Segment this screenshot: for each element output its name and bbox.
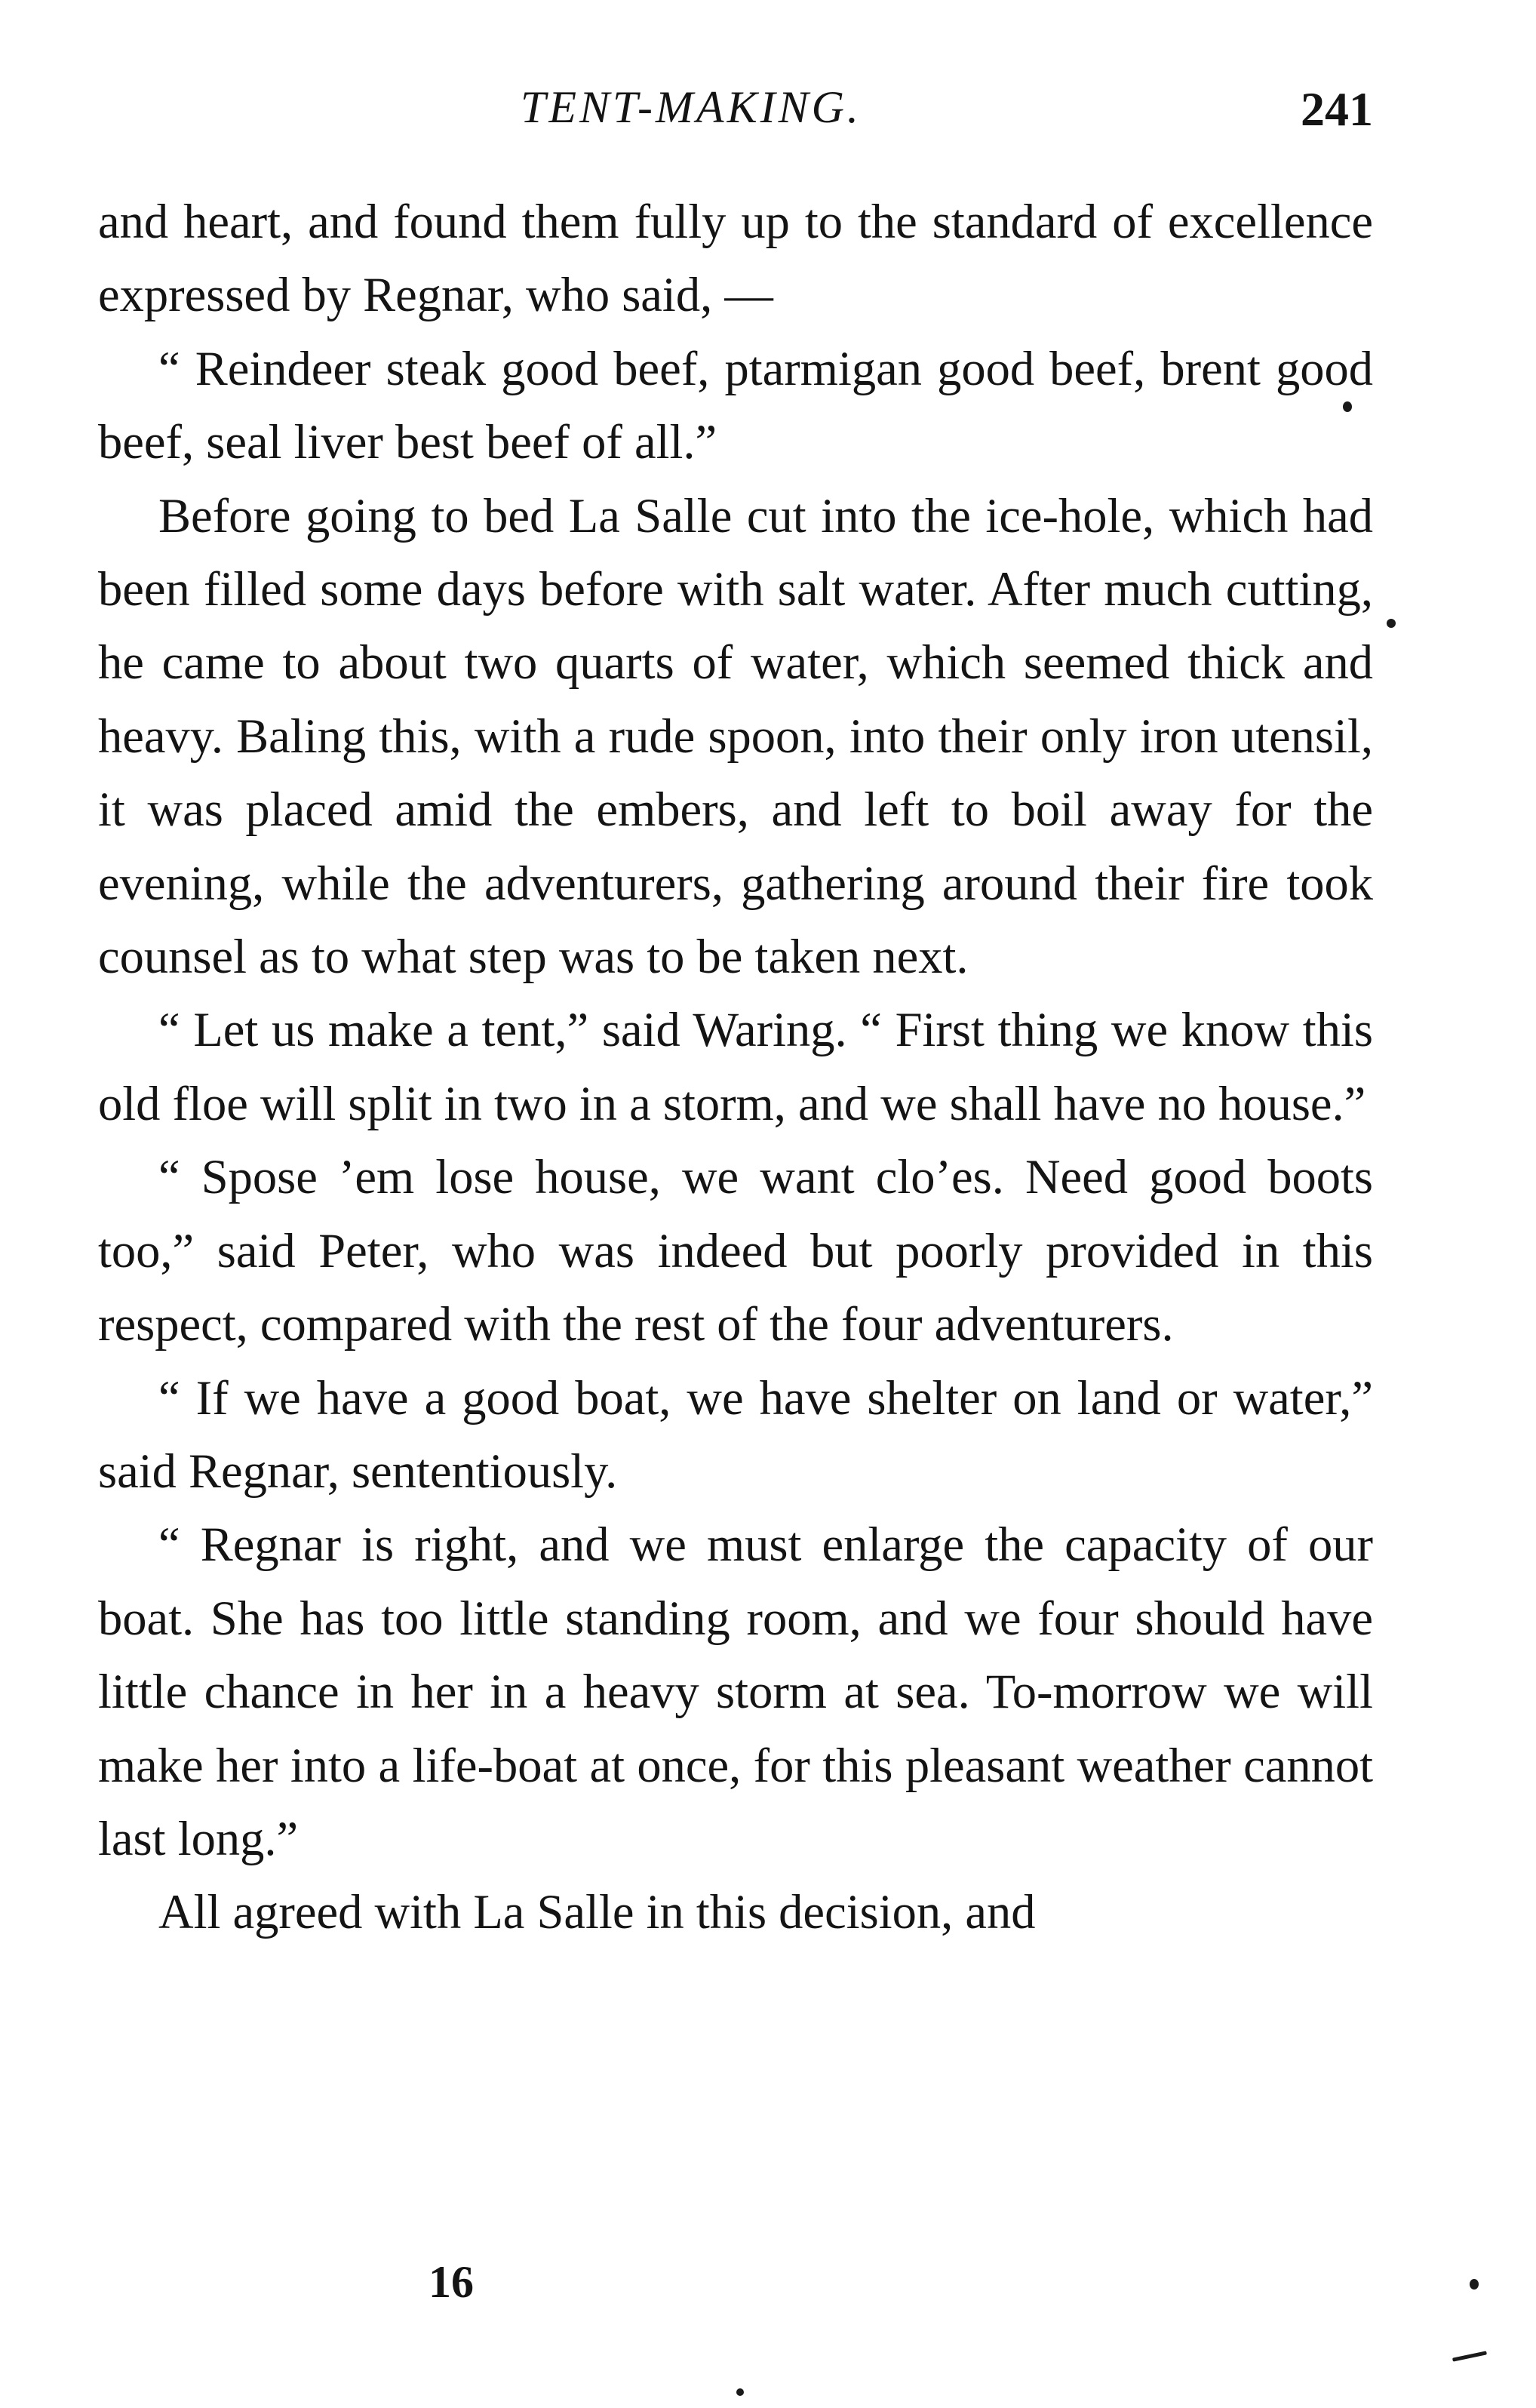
paragraph: and heart, and found them fully up to the standard of excellence expressed by Regnar, who said, —	[98, 195, 1373, 322]
paragraph: “ Regnar is right, and we must enlarge the capacity of our boat. She has too little standing room, and we four should have little chance in her in a heavy storm at sea. To-morrow we will make her into a life-boat at once, for this pleasant weather cannot last long.”	[98, 1518, 1373, 1865]
paragraph: Before going to bed La Salle cut into the ice-hole, which had been filled some days before with salt water. After much cutting, he came to about two quarts of water, which seemed thick and heavy. Baling this, with a rude spoon, into their only iron utensil, it was placed amid the embers, and left to boil away for the evening, while the adventurers, gathering around their fire took counsel as to what step was to be taken next.	[98, 488, 1373, 984]
page-number: 241	[1301, 82, 1373, 136]
ink-speck	[1343, 401, 1352, 412]
running-head	[98, 81, 1373, 142]
ink-speck	[1470, 2279, 1479, 2290]
paragraph: “ Spose ’em lose house, we want clo’es. Need good boots too,” said Peter, who was indeed but poorly provided in this respect, compared with the rest of the four adventurers.	[98, 1150, 1373, 1352]
ink-speck	[1452, 2351, 1487, 2361]
ink-speck	[736, 2388, 744, 2396]
paragraph: “ If we have a good boat, we have shelter on land or water,” said Regnar, sententiously.	[98, 1370, 1373, 1498]
paragraph: “ Let us make a tent,” said Waring. “ First thing we know this old floe will split in two in a storm, and we shall have no house.”	[98, 1003, 1373, 1130]
paragraph: All agreed with La Salle in this decision, and	[158, 1885, 1036, 1939]
ink-speck	[1387, 619, 1396, 628]
chapter-title: TENT-MAKING.	[521, 82, 862, 132]
body-text	[98, 185, 1373, 1949]
signature-mark: 16	[429, 2257, 474, 2307]
paragraph: “ Reindeer steak good beef, ptarmigan good beef, brent good beef, seal liver best beef of all.”	[98, 341, 1373, 469]
